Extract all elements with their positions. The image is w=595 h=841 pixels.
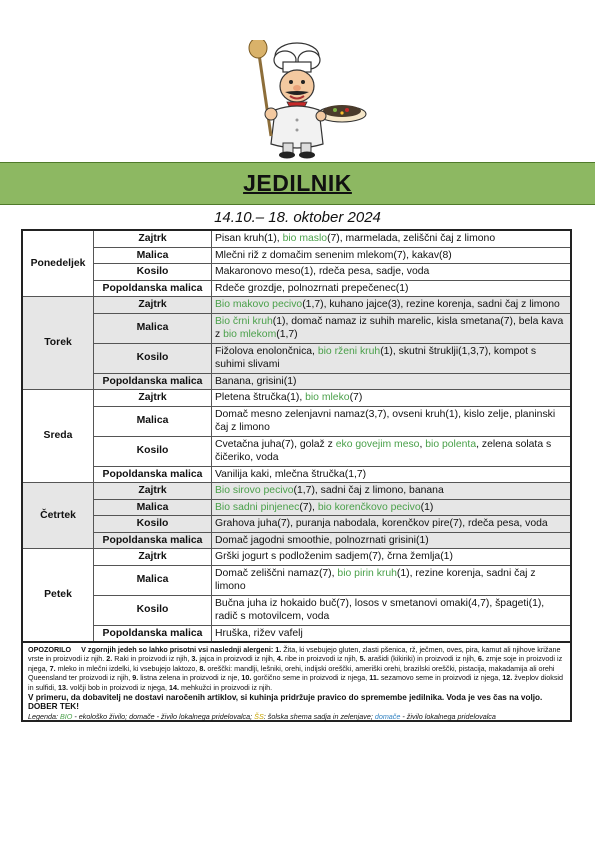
meal-text: (1) — [420, 501, 434, 513]
meal-items — [212, 297, 572, 314]
allergen-number: 6. — [477, 654, 484, 664]
meal-text: , — [419, 438, 426, 450]
meal-text: Makaronovo meso(1), rdeča pesa, sadje, voda — [215, 266, 430, 277]
allergen-number: 5. — [359, 654, 366, 664]
legend — [28, 712, 565, 721]
meal-items — [212, 516, 572, 533]
meal-items — [212, 595, 572, 625]
meal-name: Popoldanska malica — [94, 280, 212, 297]
meal-items — [212, 466, 572, 483]
menu-row — [22, 373, 571, 390]
bio-item: bio maslo — [282, 233, 328, 244]
allergen-text: mleko in mlečni izdelki, ki vsebujejo laktozo, — [55, 663, 200, 673]
allergen-text: gorčično seme in proizvodi iz njega, — [251, 673, 370, 683]
meal-items — [212, 313, 572, 343]
meal-name: Zajtrk — [94, 297, 212, 314]
bio-item: Bio makovo pecivo — [215, 299, 303, 310]
meal-items — [212, 390, 572, 407]
meal-text: (7) — [349, 392, 363, 403]
chef-illustration — [247, 40, 369, 160]
bio-item: bio korenčkovo pecivo — [317, 501, 421, 513]
title-banner — [0, 162, 595, 205]
meal-text: Mlečni riž z domačim senenim mlekom(7), kakav(8) — [215, 249, 452, 261]
meal-items — [212, 343, 572, 373]
meal-name: Popoldanska malica — [94, 373, 212, 390]
meal-text: Bučna juha iz hokaido buč(7), losos v smetanovi omaki(4,7), špageti(1), radič s motovilcem, voda — [215, 597, 545, 622]
allergen-number: 8. — [199, 663, 206, 673]
menu-row — [22, 297, 571, 314]
menu-row — [22, 625, 571, 642]
allergen-text: listna zelena in proizvodi iz nje, — [138, 673, 242, 683]
meal-name: Zajtrk — [94, 483, 212, 500]
menu-row — [22, 565, 571, 595]
menu-row — [22, 343, 571, 373]
menu-row — [22, 549, 571, 566]
allergen-text: jajca in proizvodi iz njih, — [197, 654, 277, 664]
day-name: Petek — [22, 549, 94, 643]
allergen-text: ribe in proizvodi iz njih, — [282, 654, 360, 664]
meal-text: Domač jagodni smoothie, polnozrnati grisini(1) — [215, 534, 429, 546]
legend-ss-text: : šolska shema sadja in zelenjave; — [263, 711, 375, 721]
meal-text: Fižolova enolončnica, — [215, 345, 318, 357]
bio-item: bio polenta — [425, 438, 477, 450]
meal-items — [212, 406, 572, 436]
allergen-text: volčji bob in proizvodi iz njega, — [67, 682, 170, 692]
meal-name: Kosilo — [94, 595, 212, 625]
meal-items — [212, 483, 572, 500]
allergen-number: 11. — [369, 673, 379, 683]
meal-items — [212, 373, 572, 390]
meal-name: Kosilo — [94, 264, 212, 281]
allergen-notice — [28, 645, 565, 692]
legend-bio-text: - ekološko živilo; domače - živilo lokalnega pridelovalca; — [72, 711, 255, 721]
allergen-number: 10. — [241, 673, 252, 683]
day-name: Torek — [22, 297, 94, 390]
meal-text: Grahova juha(7), puranja nabodala, korenčkov pire(7), rdeča pesa, voda — [215, 518, 548, 529]
meal-text: Banana, grisini(1) — [215, 375, 297, 387]
meal-items — [212, 625, 572, 642]
allergen-number: 4. — [276, 654, 283, 664]
meal-items — [212, 532, 572, 549]
menu-row — [22, 499, 571, 516]
meal-text: Pisan kruh(1), — [215, 233, 283, 244]
allergen-text: oreščki: mandlji, lešniki, orehi, indijski oreščki, ameriški orehi, brazilski oreščki, pistacija, makadamija ali orehi Queensland ter proizvodi iz njih, — [28, 663, 555, 683]
meal-items — [212, 247, 572, 264]
meal-text: (1,7), sadni čaj z limono, banana — [293, 485, 444, 496]
meal-text: (7), marmelada, zeliščni čaj z limono — [327, 233, 496, 244]
allergen-number: 9. — [132, 673, 139, 683]
page-title: JEDILNIK — [243, 170, 352, 196]
allergen-text: zrnje soje in proizvodi iz njega, — [28, 654, 563, 673]
meal-name: Malica — [94, 499, 212, 516]
menu-row — [22, 532, 571, 549]
day-name: Četrtek — [22, 483, 94, 549]
allergen-text: žveplov dioksid in sulfidi, — [28, 673, 564, 692]
meal-items — [212, 549, 572, 566]
meal-text: (1), rezine korenja, sadni čaj z limono — [215, 567, 536, 592]
meal-text: Vanilija kaki, mlečna štručka(1,7) — [215, 468, 367, 480]
legend-ss: ŠS — [254, 711, 264, 721]
meal-text: (1), skutni štruklji(1,3,7), kompot s suhimi slivami — [215, 345, 537, 370]
allergen-number: 3. — [191, 654, 198, 664]
menu-row — [22, 483, 571, 500]
warning-label: OPOZORILO — [28, 645, 72, 654]
menu-row — [22, 516, 571, 533]
bio-item: bio mleko — [305, 392, 350, 403]
menu-row — [22, 230, 571, 247]
menu-row — [22, 313, 571, 343]
allergen-number: 13. — [57, 682, 68, 692]
meal-name: Zajtrk — [94, 549, 212, 566]
allergen-number: 12. — [502, 673, 513, 683]
legend-domace-text: - živilo lokalnega pridelovalca — [400, 711, 496, 721]
bio-item: bio mlekom — [223, 329, 277, 340]
menu-row — [22, 595, 571, 625]
allergen-text: mehkužci in proizvodi iz njih. — [179, 682, 273, 692]
allergen-text: Žita, ki vsebujejo gluten, zlasti pšenica, rž, ječmen, oves, pira, kamut ali njihove križane vrste in proizvodi iz njih. — [28, 645, 561, 664]
bio-item: Bio sirovo pecivo — [215, 485, 294, 496]
meal-name: Kosilo — [94, 516, 212, 533]
meal-name: Popoldanska malica — [94, 532, 212, 549]
bio-item: Bio sadni pinjenec — [215, 501, 300, 513]
dober-tek: DOBER TEK! — [28, 702, 79, 712]
meal-name: Malica — [94, 247, 212, 264]
allergen-number: 7. — [49, 663, 56, 673]
legend-label: Legenda: — [28, 711, 58, 721]
menu-row — [22, 466, 571, 483]
meal-name: Kosilo — [94, 343, 212, 373]
bio-item: Bio črni kruh — [215, 315, 273, 327]
menu-row — [22, 264, 571, 281]
legend-domace: domače — [374, 711, 401, 721]
meal-name: Zajtrk — [94, 230, 212, 247]
meal-text: (1,7), kuhano jajce(3), rezine korenja, sadni čaj z limono — [302, 299, 560, 310]
meal-name: Zajtrk — [94, 390, 212, 407]
meal-items — [212, 280, 572, 297]
meal-items — [212, 230, 572, 247]
meal-text: Grški jogurt s podloženim sadjem(7), črna žemlja(1) — [215, 551, 453, 562]
meal-name: Kosilo — [94, 436, 212, 466]
meal-text: Cvetačna juha(7), golaž z — [215, 438, 336, 450]
menu-row — [22, 436, 571, 466]
meal-items — [212, 499, 572, 516]
meal-text: Pletena štručka(1), — [215, 392, 306, 403]
bio-item: bio rženi kruh — [317, 345, 381, 357]
meal-items — [212, 565, 572, 595]
meal-text: (7), — [299, 501, 318, 513]
allergen-text: Raki in proizvodi iz njih, — [112, 654, 192, 664]
menu-row — [22, 280, 571, 297]
legend-bio: BIO — [59, 711, 73, 721]
meal-text: , zelena solata s čičeriko, voda — [215, 438, 552, 463]
day-name: Sreda — [22, 390, 94, 483]
allergen-text: sezamovo seme in proizvodi iz njega, — [378, 673, 503, 683]
meal-text: (1,7) — [276, 329, 298, 340]
menu-row — [22, 406, 571, 436]
meal-text: Rdeče grozdje, polnozrnati prepečenec(1) — [215, 282, 409, 294]
allergen-number: 14. — [169, 682, 180, 692]
meal-text: Hruška, rižev vafelj — [215, 627, 303, 639]
meal-text: Domač zeliščni namaz(7), — [215, 567, 338, 579]
bio-item: eko govejim meso — [335, 438, 420, 450]
primer-note: V primeru, da dobavitelj ne dostavi naročenih artiklov, si kuhinja pridržuje pravico do spremembe jedilnika. Voda je ves čas na voljo. — [28, 693, 543, 703]
meal-name: Popoldanska malica — [94, 466, 212, 483]
meal-items — [212, 264, 572, 281]
menu-row — [22, 247, 571, 264]
allergen-number: 1. — [275, 645, 282, 654]
meal-name: Malica — [94, 313, 212, 343]
allergen-intro: V zgornjih jedeh so lahko prisotni vsi naslednji alergeni: — [81, 645, 274, 654]
meal-items — [212, 436, 572, 466]
bio-item: bio pirin kruh — [337, 567, 397, 579]
meal-name: Popoldanska malica — [94, 625, 212, 642]
meal-name: Malica — [94, 406, 212, 436]
meal-text: (1), domač namaz iz suhih marelic, kisla smetana(7), bela kava z — [215, 315, 564, 340]
meal-name: Malica — [94, 565, 212, 595]
date-range: 14.10.– 18. oktober 2024 — [214, 209, 381, 226]
meal-text: Domač mesno zelenjavni namaz(3,7), ovseni kruh(1), kislo zelje, planinski čaj z limono — [215, 408, 556, 433]
day-name: Ponedeljek — [22, 230, 94, 297]
allergen-number: 2. — [106, 654, 113, 664]
menu-row — [22, 390, 571, 407]
allergen-text: arašidi (kikiriki) in proizvodi iz njih, — [365, 654, 478, 664]
menu-table — [21, 229, 572, 643]
notes-box — [21, 642, 572, 722]
